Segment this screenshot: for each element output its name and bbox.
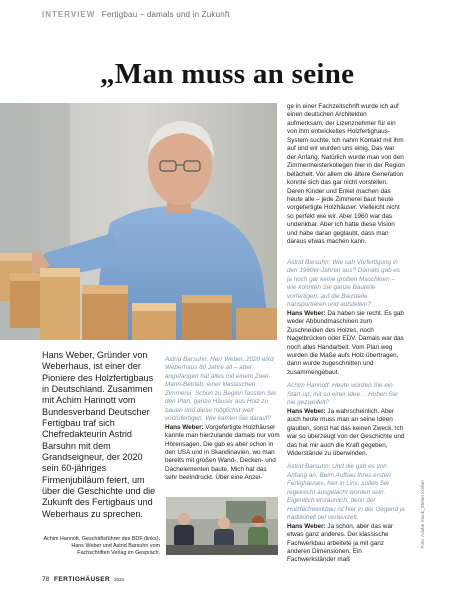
article-headline: „Man muss an seine <box>100 58 355 90</box>
column-right-bottom <box>287 259 405 565</box>
interview-photo <box>166 497 278 555</box>
page-number: 78 <box>42 576 50 583</box>
answer <box>287 310 405 378</box>
paragraph: ge in einer Fachzeitschrift wurde ich auf einen deutschen Architekten aufmerksam, der Lizenznehmer für ein von ihm entwickeltes Holzfertighaus-System suchte. Ich nahm Kontakt mit ihm auf und wir wurden uns einig. Das war der Anfang. Natürlich wurde man von den Zimmermeisterkollegen hier in der Region belächelt. Vor allem die ältere Generation konnte sich das gar nicht vorstellen. Deren Kinder und Enkel machen das heute alle – jede Zimmerei baut heute vorgefertigte Holzhäuser. Vielleicht nicht so perfekt wie wir. Aber 1960 war das undenkbar. Aber ich hatte diese Vision und habe daran geglaubt, dass man daraus etwas machen kann. <box>287 103 405 246</box>
speaker-name: Hans Weber: <box>287 407 326 415</box>
issue-year: 2020 <box>113 577 124 582</box>
column-right-top <box>287 103 405 247</box>
section-topic: Fertigbau – damals und in Zukunft <box>101 10 230 19</box>
question: Astrid Barsuhn: Herr Weber, 2020 wird Weberhaus 60 Jahre alt – aber angefangen hat alles mit einem Zwei-Mann-Betrieb, einer klassischen Zimmerei. Schon zu Beginn fassten Sie den Plan, ganze Häuser aus Holz zu bauen und diese möglichst weit vorzufertigen. Wie kamen Sie darauf? <box>165 356 277 423</box>
answer-text: Da haben sie recht. Es gab weder Abbundmaschinen zum Zuschneiden des Holzes, noch Nagelbrücken oder EDV. Damals war das noch alles Handarbeit. Vom Plan weg wurden die Maße aufs Holz übertragen, dann wurde zugeschnitten und zusammengebaut. <box>287 309 404 376</box>
speaker-name: Hans Weber: <box>287 309 326 317</box>
section-kicker: INTERVIEW <box>42 10 96 19</box>
lead-paragraph: Hans Weber, Gründer von Weberhaus, ist einer der Pioniere des Holzfertigbaus in Deutschland. Zusammen mit Achim Hannott vom Bundesverband Deutscher Fertigbau traf sich Chefredakteurin Astrid Barsuhn mit dem Grandseigneur, der 2020 sein 60-jähriges Firmenjubiläum feiert, um über die Geschichte und die Zukunft des Fertigbaus und Weberhaus zu sprechen. <box>42 350 156 519</box>
photo-caption: Achim Hannott, Geschäftsführer des BDF (links), Hans Weber und Astrid Barsuhn vom Fachschriften Verlag im Gespräch. <box>43 536 160 556</box>
answer <box>287 408 405 459</box>
section-header <box>42 10 230 19</box>
question: Astrid Barsuhn: Wie sah Vorfertigung in den 1960er-Jahren aus? Damals gab es ja noch gar keine großen Maschinen – wie konnten Sie ganze Bauteile vorfertigen, auf die Baustelle transportieren und aufstellen? <box>287 259 401 309</box>
answer-text: Ja wahrscheinlich. Aber auch heute muss man an seine Ideen glauben, sonst hat das keinen Zweck. Ich war so überzeugt von der Geschichte und das hat mir auch die Kraft gegeben, Widerstände zu überwinden. <box>287 407 405 457</box>
hero-photo <box>0 103 277 340</box>
speaker-name: Hans Weber: <box>287 522 326 530</box>
hero-photo-illustration <box>0 103 277 340</box>
photo-credit-text: Foto: Adobe Stock_Stefan Körber <box>420 480 425 549</box>
question: Achim Hannott: Heute würden Sie ein Start-up, mit so einer Idee… Hoben Sie nie gezweifelt? <box>287 382 398 407</box>
interview-photo-illustration <box>166 497 278 555</box>
speaker-name: Hans Weber: <box>165 423 204 431</box>
question: Astrid Barsuhn: Und die gab es von Anfang an. Beim Aufbau Ihres ersten Fertighauses, hier in Linx, sollen Sie regelrecht ausgelacht worden sein. Eigentlich erstaunlich, denn der Holzfachwerkbau ist hier in der Gegend ja traditionell tief verwurzelt. <box>287 463 405 522</box>
answer-text: Ja schon, aber das war etwas ganz anderes. Der klassische Fachwerkbau arbeitete ja mit ganz anderen Dimensionen: Ein Fachwerkständer maß <box>287 522 394 564</box>
photo-credit <box>420 480 428 590</box>
magazine-name: FERTIGHÄUSER <box>54 576 111 583</box>
answer-text: Vorgefertigte Holzhäuser kannte man hierzulande damals nur vom Hörensagen. Die gab es aber schon in den USA und in Skandinavien, wo man bereits mit großen Wand-, Decken- und Dachelementen baute. Mich hat das sehr beeindruckt. Über eine Anzei- <box>165 423 280 482</box>
page-footer <box>42 576 124 583</box>
answer <box>287 523 405 565</box>
column-middle <box>165 356 280 483</box>
answer <box>165 424 280 483</box>
